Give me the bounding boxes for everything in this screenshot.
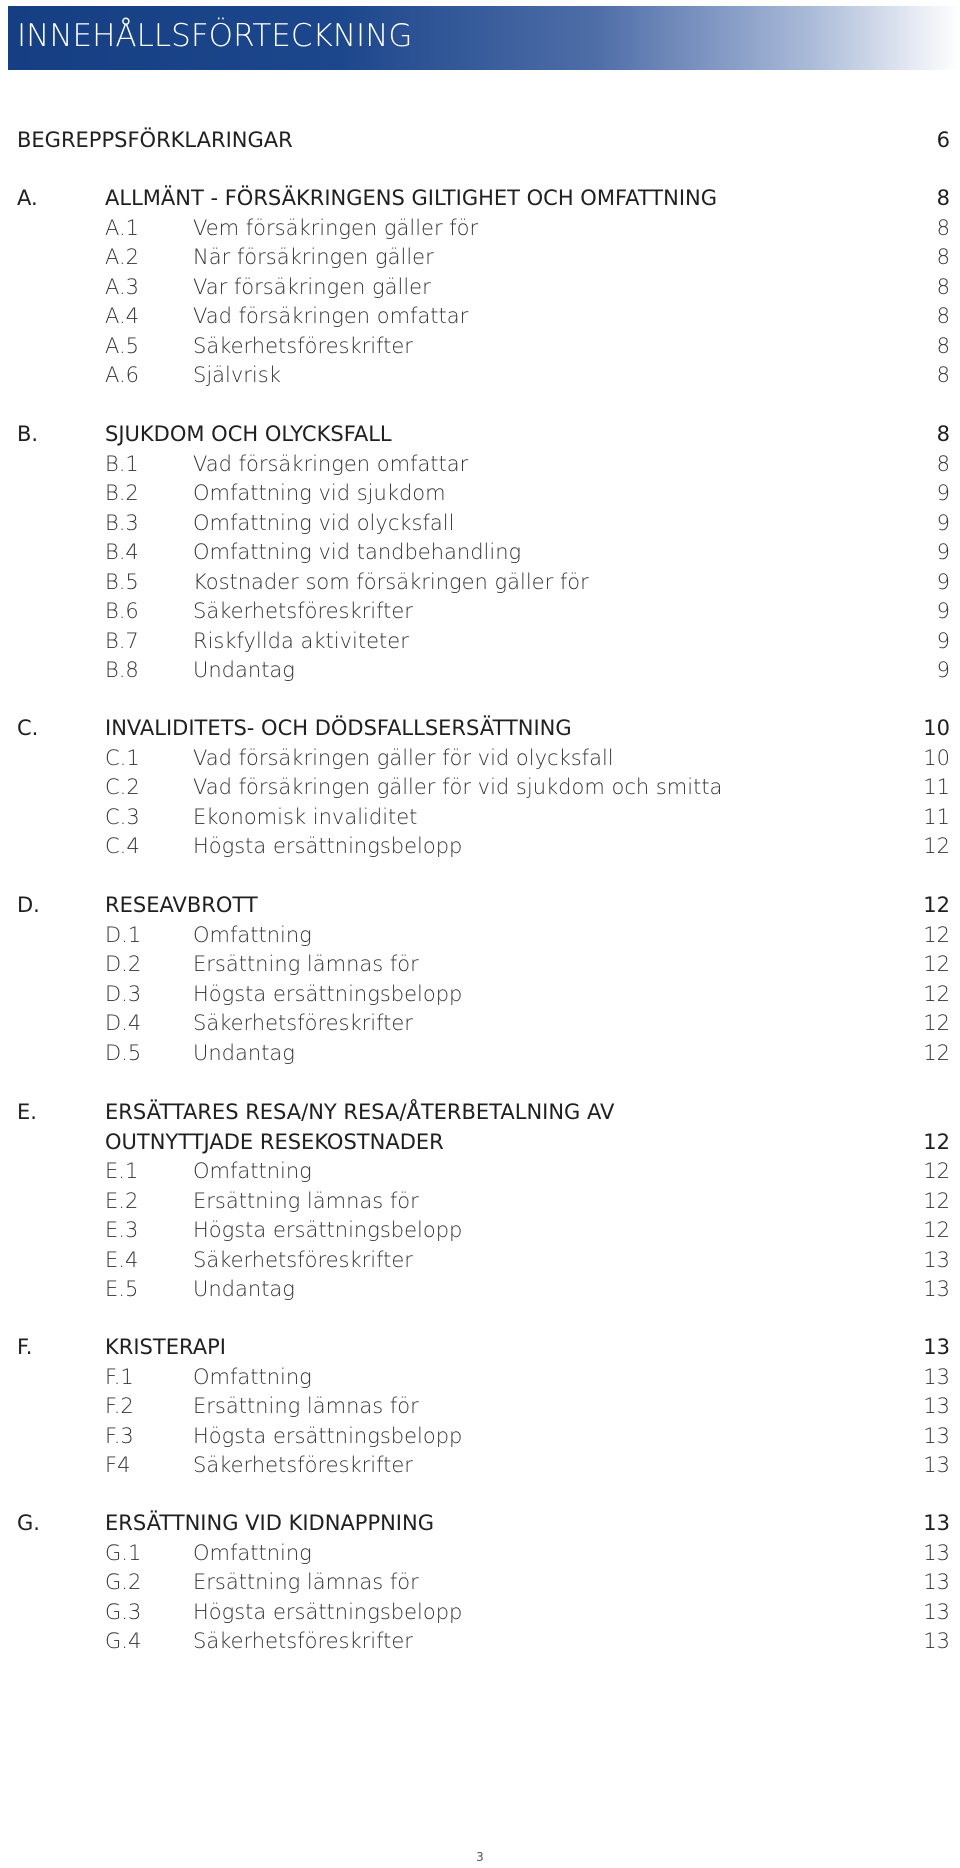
- toc-item-row[interactable]: [0, 1039, 960, 1068]
- toc-section-letter: A.: [17, 186, 38, 210]
- toc-item-number: A.1: [105, 215, 140, 240]
- toc-item-number: B.5: [105, 569, 139, 594]
- toc-item-page: 9: [936, 628, 950, 653]
- toc-item-number: G.4: [105, 1629, 142, 1653]
- toc-item-page: 12: [923, 1011, 950, 1035]
- toc-item-page: 13: [923, 1540, 950, 1565]
- toc-item-title: Omfattning vid sjukdom: [193, 481, 446, 505]
- toc-item-number: C.4: [105, 834, 140, 858]
- toc-item-number: D.3: [105, 981, 142, 1006]
- toc-item-number: G.2: [105, 1570, 142, 1594]
- toc-item-row[interactable]: [0, 1392, 960, 1421]
- toc-item-page: 11: [923, 775, 950, 799]
- toc-item-number: A.3: [105, 274, 140, 299]
- toc-item-page: 11: [923, 804, 950, 829]
- toc-item-row[interactable]: [0, 832, 960, 861]
- toc-item-number: B.6: [105, 599, 139, 623]
- toc-section-page: 8: [936, 186, 950, 210]
- toc-item-page: 12: [923, 952, 950, 976]
- toc-item-page: 13: [923, 1394, 950, 1418]
- toc-item-title: Omfattning: [193, 922, 312, 947]
- toc-item-row[interactable]: [0, 450, 960, 479]
- toc-item-title: Omfattning: [193, 1159, 312, 1183]
- toc-item-row[interactable]: [0, 302, 960, 331]
- toc-item-page: 12: [923, 981, 950, 1006]
- toc-section-page: 13: [923, 1511, 950, 1535]
- toc-item-number: B.7: [105, 628, 139, 653]
- toc-item-page: 8: [936, 451, 950, 476]
- toc-item-title: Högsta ersättningsbelopp: [193, 834, 463, 858]
- toc-section-row[interactable]: [0, 184, 960, 213]
- toc-item-page: 8: [936, 215, 950, 240]
- toc-item-row[interactable]: [0, 627, 960, 656]
- toc-item-page: 9: [936, 658, 950, 682]
- toc-item-row[interactable]: [0, 1568, 960, 1597]
- toc-intro-title: BEGREPPSFÖRKLARINGAR: [17, 128, 293, 152]
- toc-item-number: B.3: [105, 510, 139, 535]
- toc-item-title: Säkerhetsföreskrifter: [193, 1247, 413, 1272]
- toc-section-row[interactable]: [0, 1333, 960, 1362]
- toc-item-page: 10: [923, 745, 950, 770]
- toc-item-row[interactable]: [0, 568, 960, 597]
- toc-item-row[interactable]: [0, 921, 960, 950]
- toc-intro-row[interactable]: [0, 126, 960, 155]
- toc-item-title: Högsta ersättningsbelopp: [193, 981, 463, 1006]
- toc-item-number: A.4: [105, 304, 140, 328]
- toc-item-page: 8: [936, 245, 950, 269]
- toc-item-page: 9: [936, 481, 950, 505]
- toc-item-row[interactable]: [0, 243, 960, 272]
- toc-item-row[interactable]: [0, 980, 960, 1009]
- footer-page-number: 3: [476, 1850, 484, 1864]
- toc-item-number: E.4: [105, 1247, 139, 1272]
- toc-item-title: Omfattning: [193, 1540, 312, 1565]
- toc-item-title: Ekonomisk invaliditet: [193, 804, 418, 829]
- toc-section-page: 8: [936, 422, 950, 446]
- toc-item-title: Ersättning lämnas för: [193, 1570, 419, 1594]
- toc-item-row[interactable]: [0, 950, 960, 979]
- toc-section-row[interactable]: [0, 1509, 960, 1538]
- toc-item-title: Ersättning lämnas för: [193, 952, 419, 976]
- toc-item-page: 13: [923, 1247, 950, 1272]
- toc-item-page: 13: [923, 1364, 950, 1389]
- toc-section-title: SJUKDOM OCH OLYCKSFALL: [105, 422, 392, 446]
- toc-item-page: 8: [936, 363, 950, 387]
- toc-item-number: G.3: [105, 1599, 142, 1624]
- toc-item-number: B.1: [105, 451, 139, 476]
- toc-item-number: B.2: [105, 481, 139, 505]
- toc-section-page: 10: [923, 716, 950, 740]
- toc-intro-page: 6: [936, 128, 950, 152]
- toc-item-title: Säkerhetsföreskrifter: [193, 1011, 413, 1035]
- toc-section-row[interactable]: [0, 714, 960, 743]
- toc-item-row[interactable]: [0, 273, 960, 302]
- toc-item-title: Undantag: [193, 1040, 295, 1065]
- toc-item-number: B.4: [105, 540, 139, 564]
- toc-section-title: ALLMÄNT - FÖRSÄKRINGENS GILTIGHET OCH OMFATTNING: [105, 186, 718, 210]
- toc-item-title: Säkerhetsföreskrifter: [193, 1453, 413, 1477]
- toc-item-title: Högsta ersättningsbelopp: [193, 1423, 463, 1448]
- toc-item-number: F.1: [105, 1364, 134, 1389]
- toc-item-title: Vad försäkringen omfattar: [193, 451, 469, 476]
- toc-item-page: 12: [923, 1218, 950, 1242]
- toc-item-title: Omfattning vid tandbehandling: [193, 540, 522, 564]
- toc-item-row[interactable]: [0, 214, 960, 243]
- toc-item-title: Självrisk: [193, 363, 281, 387]
- toc-item-row[interactable]: [0, 1539, 960, 1568]
- toc-item-row[interactable]: [0, 1363, 960, 1392]
- toc-section-title: INVALIDITETS- OCH DÖDSFALLSERSÄTTNING: [105, 716, 572, 740]
- toc-item-row[interactable]: [0, 332, 960, 361]
- toc-section-row[interactable]: [0, 891, 960, 920]
- toc-item-row[interactable]: [0, 1246, 960, 1275]
- toc-item-page: 13: [923, 1423, 950, 1448]
- toc-item-title: Undantag: [193, 658, 295, 682]
- toc-item-title: När försäkringen gäller: [193, 245, 434, 269]
- toc-item-number: D.2: [105, 952, 142, 976]
- toc-section-title: RESEAVBROTT: [105, 893, 258, 917]
- toc-item-number: B.8: [105, 658, 139, 682]
- toc-item-page: 8: [936, 333, 950, 358]
- toc-item-page: 13: [923, 1629, 950, 1653]
- toc-item-row[interactable]: [0, 479, 960, 508]
- toc-item-page: 8: [936, 274, 950, 299]
- toc-item-page: 8: [936, 304, 950, 328]
- toc-item-page: 9: [936, 569, 950, 594]
- toc-item-number: F.2: [105, 1394, 134, 1418]
- toc-item-page: 13: [923, 1599, 950, 1624]
- toc-item-title: Säkerhetsföreskrifter: [193, 333, 413, 358]
- toc-item-row[interactable]: [0, 509, 960, 538]
- toc-item-number: D.5: [105, 1040, 142, 1065]
- toc-item-title: Vad försäkringen gäller för vid sjukdom och smitta: [193, 775, 723, 799]
- toc-item-number: D.1: [105, 922, 142, 947]
- toc-item-title: Säkerhetsföreskrifter: [193, 599, 413, 623]
- toc-section-title: KRISTERAPI: [105, 1335, 226, 1359]
- toc-section-letter: C.: [17, 716, 39, 740]
- toc-section-title: OUTNYTTJADE RESEKOSTNADER: [105, 1129, 444, 1154]
- toc-item-page: 13: [923, 1277, 950, 1301]
- toc-item-title: Ersättning lämnas för: [193, 1394, 419, 1418]
- toc-item-row[interactable]: [0, 1216, 960, 1245]
- toc-item-page: 9: [936, 599, 950, 623]
- toc-section-letter: B.: [17, 422, 39, 446]
- toc-item-title: Högsta ersättningsbelopp: [193, 1599, 463, 1624]
- toc-item-row[interactable]: [0, 1451, 960, 1480]
- toc-section-letter: F.: [17, 1335, 33, 1359]
- toc-item-number: C.1: [105, 745, 140, 770]
- toc-item-title: Säkerhetsföreskrifter: [193, 1629, 413, 1653]
- toc-item-number: A.2: [105, 245, 140, 269]
- toc-section-row[interactable]: [0, 1098, 960, 1127]
- toc-item-number: D.4: [105, 1011, 142, 1035]
- toc-item-number: E.1: [105, 1159, 139, 1183]
- toc-item-row[interactable]: [0, 1009, 960, 1038]
- toc-item-number: E.5: [105, 1277, 139, 1301]
- toc-item-number: A.5: [105, 333, 140, 358]
- toc-section-title: ERSÄTTARES RESA/NY RESA/ÅTERBETALNING AV: [105, 1100, 615, 1124]
- toc-item-title: Vad försäkringen omfattar: [193, 304, 469, 328]
- toc-item-row[interactable]: [0, 656, 960, 685]
- toc-item-title: Omfattning vid olycksfall: [193, 510, 455, 535]
- toc-section-letter: G.: [17, 1511, 40, 1535]
- toc-item-row[interactable]: [0, 538, 960, 567]
- toc-item-page: 12: [923, 1159, 950, 1183]
- toc-section-title: ERSÄTTNING VID KIDNAPPNING: [105, 1511, 434, 1535]
- toc-item-title: Högsta ersättningsbelopp: [193, 1218, 463, 1242]
- toc-item-page: 12: [923, 1188, 950, 1213]
- toc-section-page: 13: [923, 1335, 950, 1359]
- toc-item-row[interactable]: [0, 1275, 960, 1304]
- toc-item-row[interactable]: [0, 773, 960, 802]
- toc-item-number: G.1: [105, 1540, 142, 1565]
- toc-section-row-continued[interactable]: [0, 1128, 960, 1157]
- header-bar: [8, 6, 960, 70]
- toc-section-letter: E.: [17, 1100, 37, 1124]
- toc-item-title: Kostnader som försäkringen gäller för: [193, 569, 589, 594]
- toc-item-row[interactable]: [0, 361, 960, 390]
- toc-item-page: 12: [923, 922, 950, 947]
- toc-item-row[interactable]: [0, 1598, 960, 1627]
- toc-item-row[interactable]: [0, 597, 960, 626]
- toc-section-page: 12: [923, 1129, 950, 1154]
- toc-item-row[interactable]: [0, 1157, 960, 1186]
- toc-item-title: Var försäkringen gäller: [193, 274, 431, 299]
- toc-item-title: Vem försäkringen gäller för: [193, 215, 479, 240]
- toc-item-row[interactable]: [0, 1187, 960, 1216]
- toc-item-number: E.3: [105, 1218, 139, 1242]
- toc-item-row[interactable]: [0, 1627, 960, 1656]
- toc-item-title: Vad försäkringen gäller för vid olycksfall: [193, 745, 614, 770]
- page-title: INNEHÅLLSFÖRTECKNING: [17, 18, 413, 54]
- toc-item-number: F.3: [105, 1423, 134, 1448]
- toc-item-title: Riskfyllda aktiviteter: [193, 628, 409, 653]
- toc-item-row[interactable]: [0, 803, 960, 832]
- toc-item-page: 9: [936, 510, 950, 535]
- toc-item-page: 12: [923, 1040, 950, 1065]
- toc-item-number: F4: [105, 1453, 131, 1477]
- toc-item-page: 13: [923, 1453, 950, 1477]
- toc-section-page: 12: [923, 893, 950, 917]
- toc-item-row[interactable]: [0, 1422, 960, 1451]
- toc-section-row[interactable]: [0, 420, 960, 449]
- toc-item-number: C.3: [105, 804, 140, 829]
- toc-item-page: 9: [936, 540, 950, 564]
- toc-item-number: C.2: [105, 775, 140, 799]
- toc-item-row[interactable]: [0, 744, 960, 773]
- toc-item-number: A.6: [105, 363, 140, 387]
- toc-item-title: Ersättning lämnas för: [193, 1188, 419, 1213]
- toc-item-number: E.2: [105, 1188, 139, 1213]
- toc-item-page: 13: [923, 1570, 950, 1594]
- toc-item-page: 12: [923, 834, 950, 858]
- toc-item-title: Undantag: [193, 1277, 295, 1301]
- toc-section-letter: D.: [17, 893, 40, 917]
- toc-item-title: Omfattning: [193, 1364, 312, 1389]
